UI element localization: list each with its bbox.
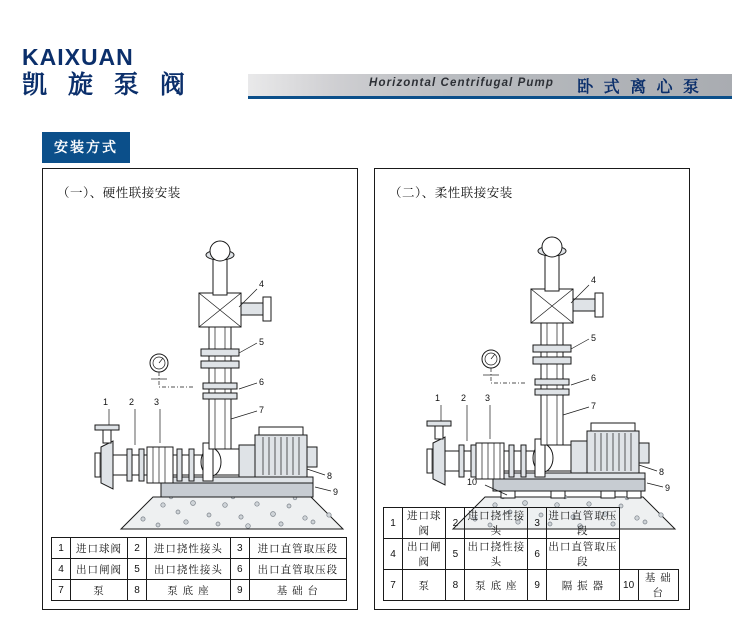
- legend-text: 进口球阀: [403, 508, 446, 539]
- legend-num: 3: [230, 538, 249, 559]
- legend-text: 进口挠性接头: [147, 538, 231, 559]
- legend-text: 泵 底 座: [465, 570, 528, 601]
- legend-table-right: [383, 507, 679, 601]
- panel-flexible-connection: [374, 168, 690, 610]
- page-header: [0, 0, 732, 110]
- legend-row: [384, 539, 679, 570]
- header-title-cn: 卧 式 离 心 泵: [577, 79, 702, 96]
- callout-2: 2: [461, 393, 467, 403]
- diagram-rigid-connection: [43, 197, 357, 537]
- panel-rigid-connection: [42, 168, 358, 610]
- legend-text: 进口挠性接头: [465, 508, 528, 539]
- callout-5: 5: [259, 337, 265, 347]
- callout-7: 7: [259, 405, 265, 415]
- legend-num: 5: [128, 559, 147, 580]
- brand-name-cn: 凯 旋 泵 阀: [22, 71, 192, 99]
- legend-num: 4: [384, 539, 403, 570]
- legend-num: 5: [446, 539, 465, 570]
- callout-5: 5: [591, 333, 597, 343]
- legend-text: 出口直管取压段: [547, 539, 619, 570]
- legend-num: 7: [52, 580, 71, 601]
- legend-text: 出口直管取压段: [249, 559, 346, 580]
- legend-num: 3: [528, 508, 547, 539]
- brand-name-en: KAIXUAN: [22, 44, 134, 70]
- legend-num: 6: [230, 559, 249, 580]
- legend-num: 10: [619, 570, 638, 601]
- callout-9: 9: [665, 483, 671, 493]
- legend-text: 进口直管取压段: [249, 538, 346, 559]
- legend-num: 2: [128, 538, 147, 559]
- callout-8: 8: [327, 471, 333, 481]
- legend-text: 进口直管取压段: [547, 508, 619, 539]
- callout-10: 10: [467, 477, 478, 487]
- legend-text: 泵 底 座: [147, 580, 231, 601]
- legend-num: 7: [384, 570, 403, 601]
- legend-text: 基 础 台: [249, 580, 346, 601]
- legend-num: 2: [446, 508, 465, 539]
- header-title-en: Horizontal Centrifugal Pump: [369, 77, 554, 89]
- callout-2: 2: [129, 397, 135, 407]
- callout-7: 7: [591, 401, 597, 411]
- callout-4: 4: [591, 275, 597, 285]
- callout-1: 1: [435, 393, 441, 403]
- legend-text: 出口挠性接头: [147, 559, 231, 580]
- diagram-svg-left: [43, 197, 357, 537]
- legend-num: 6: [528, 539, 547, 570]
- legend-num: 4: [52, 559, 71, 580]
- legend-row: [52, 559, 347, 580]
- legend-text: 进口球阀: [71, 538, 128, 559]
- legend-num: 8: [446, 570, 465, 601]
- legend-num: 8: [128, 580, 147, 601]
- legend-text: 隔 振 器: [547, 570, 619, 601]
- legend-text: 泵: [403, 570, 446, 601]
- section-title: 安装方式: [42, 132, 130, 163]
- callout-6: 6: [591, 373, 597, 383]
- brand-logo: [22, 46, 252, 100]
- legend-row: [384, 508, 679, 539]
- legend-num: 9: [528, 570, 547, 601]
- callout-1: 1: [103, 397, 109, 407]
- legend-text: 出口闸阀: [71, 559, 128, 580]
- diagram-svg-right: [375, 197, 689, 537]
- callout-9: 9: [333, 487, 339, 497]
- legend-table-left: [51, 537, 347, 601]
- legend-num: 9: [230, 580, 249, 601]
- legend-row: [384, 570, 679, 601]
- legend-num: 1: [52, 538, 71, 559]
- panel-caption-left: （一）、硬性联接安装: [57, 186, 181, 200]
- legend-row: [52, 580, 347, 601]
- callout-6: 6: [259, 377, 265, 387]
- callout-3: 3: [154, 397, 160, 407]
- legend-num: 1: [384, 508, 403, 539]
- legend-text: 基 础 台: [638, 570, 678, 601]
- diagram-flexible-connection: [375, 197, 689, 537]
- legend-row: [52, 538, 347, 559]
- panel-caption-right: （二）、柔性联接安装: [389, 186, 513, 200]
- legend-text: 泵: [71, 580, 128, 601]
- legend-text: 出口挠性接头: [465, 539, 528, 570]
- callout-3: 3: [485, 393, 491, 403]
- legend-text: 出口闸阀: [403, 539, 446, 570]
- callout-4: 4: [259, 279, 265, 289]
- callout-8: 8: [659, 467, 665, 477]
